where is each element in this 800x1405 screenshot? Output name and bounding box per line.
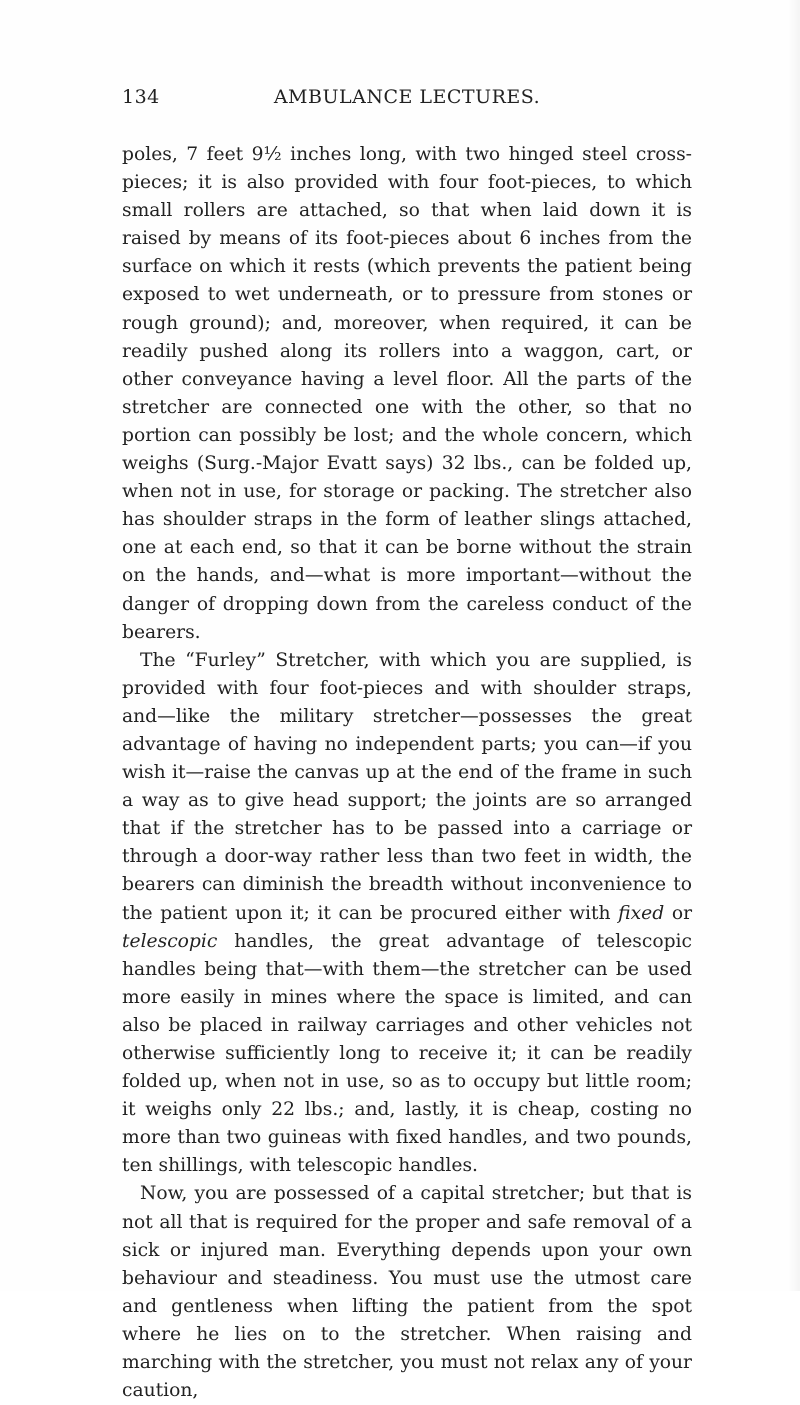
page-header [122,86,692,112]
paragraph-furley-stretcher [122,647,692,1181]
text-segment: or [664,902,692,924]
text-segment: The “Furley” Stretcher, with which you are supplied, is provided with four foot-pieces and with shoulder straps, and—like the military stretcher—possesses the great advantage of having no independent parts; you can—if you wish it—raise the canvas up at the end of the frame in such a way as to give head support; the joints are so arranged that if the stretcher has to be passed into a carriage or through a door-way rather less than two feet in width, the bearers can diminish the breadth without inconvenience to the patient upon it; it can be procured either with [122,649,692,924]
paragraph-capital-stretcher [122,1180,692,1405]
text-segment: handles, the great advantage of telescopic handles being that—with them—the stretcher can be used more easily in mines where the space is limited, and can also be placed in railway carriages and other vehicles not otherwise sufficiently long to receive it; it can be readily folded up, when not in use, so as to occupy but little room; it weighs only 22 lbs.; and, lastly, it is cheap, costing no more than two guineas with fixed handles, and two pounds, ten shillings, with telescopic handles. [122,930,692,1177]
text-segment: Now, you are possessed of a capital stretcher; but that is not all that is required for the proper and safe removal of a sick or injured man. Everything depends upon your own behaviour and steadiness. You must use the utmost care and gentleness when lifting the patient from the spot where he lies on to the stretcher. When raising and marching with the stretcher, you must not relax any of your caution, [122,1183,692,1402]
text-segment-italic: telescopic [122,930,218,952]
running-title: AMBULANCE LECTURES. [273,86,541,108]
body-text [122,141,692,1405]
text-segment: poles, 7 feet 9½ inches long, with two hinged steel cross-pieces; it is also provided with four foot-pieces, to which small rollers are attached, so that when laid down it is raised by means of its foot-pieces about 6 inches from the surface on which it rests (which prevents the patient being exposed to wet underneath, or to pressure from stones or rough ground); and, moreover, when required, it can be readily pushed along its rollers into a waggon, cart, or other conveyance having a level floor. All the parts of the stretcher are connected one with the other, so that no portion can possibly be lost; and the whole concern, which weighs (Surg.-Major Evatt says) 32 lbs., can be folded up, when not in use, for storage or packing. The stretcher also has shoulder straps in the form of leather slings attached, one at each end, so that it can be borne without the strain on the hands, and—what is more important—without the danger of dropping down from the careless conduct of the bearers. [122,144,692,643]
text-segment-italic: fixed [618,902,665,924]
paragraph-stretcher-description [122,141,692,647]
page-number: 134 [122,86,160,108]
